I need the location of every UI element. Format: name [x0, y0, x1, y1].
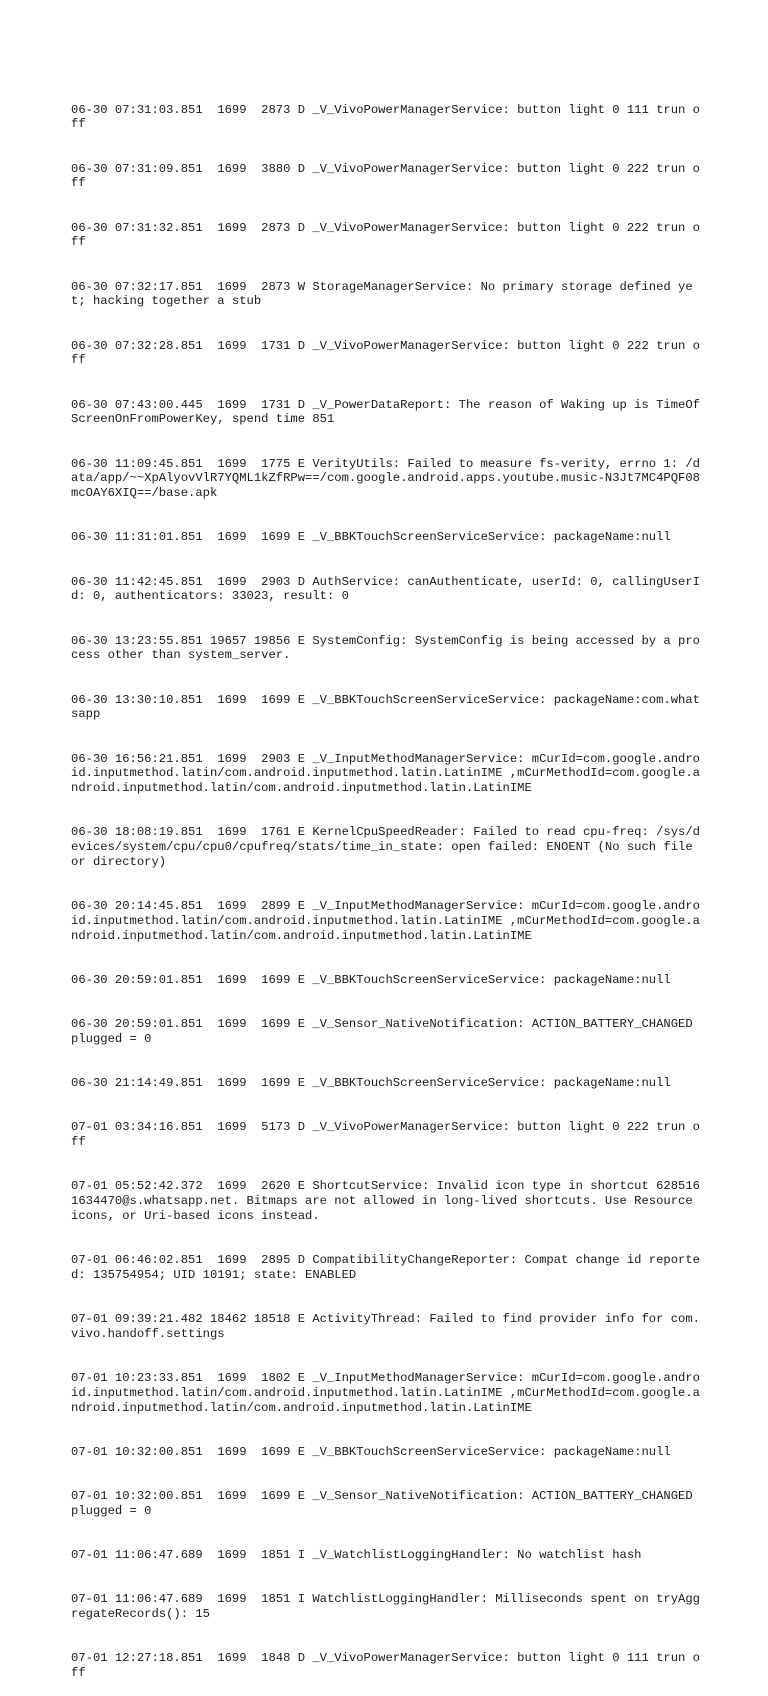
log-line: 06-30 11:42:45.851 1699 2903 D AuthService: canAuthenticate, userId: 0, callingUserId: 0, authenticators: 33023, result: 0	[71, 574, 700, 604]
log-line: 06-30 20:59:01.851 1699 1699 E _V_BBKTouchScreenServiceService: packageName:null	[71, 972, 671, 987]
log-line: 07-01 05:52:42.372 1699 2620 E ShortcutService: Invalid icon type in shortcut 6285161634470@s.whatsapp.net. Bitmaps are not allowed in long-lived shortcuts. Use Resource icons, or Uri-based icons instead.	[71, 1179, 700, 1223]
log-line: 07-01 09:39:21.482 18462 18518 E ActivityThread: Failed to find provider info for com.vivo.handoff.settings	[71, 1312, 700, 1341]
log-line: 06-30 20:14:45.851 1699 2899 E _V_InputMethodManagerService: mCurId=com.google.android.inputmethod.latin/com.android.inputmethod.latin.LatinIME ,mCurMethodId=com.google.android.inputmethod.latin/com.android.inputmethod.latin.LatinIME	[71, 899, 700, 943]
log-line: 06-30 07:43:00.445 1699 1731 D _V_PowerDataReport: The reason of Waking up is TimeOfScreenOnFromPowerKey, spend time 851	[71, 397, 700, 427]
log-line: 06-30 18:08:19.851 1699 1761 E KernelCpuSpeedReader: Failed to read cpu-freq: /sys/devices/system/cpu/cpu0/cpufreq/stats/time_in_state: open failed: ENOENT (No such file or directory)	[71, 825, 700, 869]
log-document	[71, 73, 701, 1696]
log-line: 06-30 13:23:55.851 19657 19856 E SystemConfig: SystemConfig is being accessed by a process other than system_server.	[71, 633, 700, 663]
log-line: 06-30 16:56:21.851 1699 2903 E _V_InputMethodManagerService: mCurId=com.google.android.inputmethod.latin/com.android.inputmethod.latin.LatinIME ,mCurMethodId=com.google.android.inputmethod.latin/com.android.inputmethod.latin.LatinIME	[71, 751, 700, 795]
log-line: 06-30 11:31:01.851 1699 1699 E _V_BBKTouchScreenServiceService: packageName:null	[71, 530, 671, 545]
log-line: 06-30 07:32:17.851 1699 2873 W StorageManagerService: No primary storage defined yet; hacking together a stub	[71, 279, 693, 309]
log-line: 06-30 07:31:32.851 1699 2873 D _V_VivoPowerManagerService: button light 0 222 trun off	[71, 220, 700, 250]
log-line: 07-01 10:32:00.851 1699 1699 E _V_Sensor_NativeNotification: ACTION_BATTERY_CHANGED plugged = 0	[71, 1489, 700, 1518]
log-line: 07-01 11:06:47.689 1699 1851 I WatchlistLoggingHandler: Milliseconds spent on tryAggregateRecords(): 15	[71, 1592, 700, 1621]
log-line: 07-01 03:34:16.851 1699 5173 D _V_VivoPowerManagerService: button light 0 222 trun off	[71, 1120, 700, 1149]
log-line: 07-01 12:27:18.851 1699 1848 D _V_VivoPowerManagerService: button light 0 111 trun off	[71, 1651, 700, 1680]
log-line: 06-30 20:59:01.851 1699 1699 E _V_Sensor_NativeNotification: ACTION_BATTERY_CHANGED plugged = 0	[71, 1017, 700, 1046]
log-line: 07-01 06:46:02.851 1699 2895 D CompatibilityChangeReporter: Compat change id reported: 135754954; UID 10191; state: ENABLED	[71, 1253, 700, 1282]
log-line: 06-30 21:14:49.851 1699 1699 E _V_BBKTouchScreenServiceService: packageName:null	[71, 1076, 671, 1090]
log-line: 06-30 13:30:10.851 1699 1699 E _V_BBKTouchScreenServiceService: packageName:com.whatsapp	[71, 692, 700, 722]
log-line: 07-01 10:32:00.851 1699 1699 E _V_BBKTouchScreenServiceService: packageName:null	[71, 1444, 671, 1459]
log-line: 06-30 07:31:09.851 1699 3880 D _V_VivoPowerManagerService: button light 0 222 trun off	[71, 161, 700, 191]
log-line: 06-30 07:31:03.851 1699 2873 D _V_VivoPowerManagerService: button light 0 111 trun off	[71, 102, 700, 132]
log-line: 07-01 10:23:33.851 1699 1802 E _V_InputMethodManagerService: mCurId=com.google.android.inputmethod.latin/com.android.inputmethod.latin.LatinIME ,mCurMethodId=com.google.android.inputmethod.latin/com.android.inputmethod.latin.LatinIME	[71, 1371, 700, 1415]
log-line: 06-30 07:32:28.851 1699 1731 D _V_VivoPowerManagerService: button light 0 222 trun off	[71, 338, 700, 368]
log-line: 07-01 11:06:47.689 1699 1851 I _V_WatchlistLoggingHandler: No watchlist hash	[71, 1548, 642, 1562]
log-line: 06-30 11:09:45.851 1699 1775 E VerityUtils: Failed to measure fs-verity, errno 1: /data/app/~~XpAlyovVlR7YQML1kZfRPw==/com.google.android.apps.youtube.music-N3Jt7MC4PQF08mcOAY6XIQ==/base.apk	[71, 456, 700, 500]
